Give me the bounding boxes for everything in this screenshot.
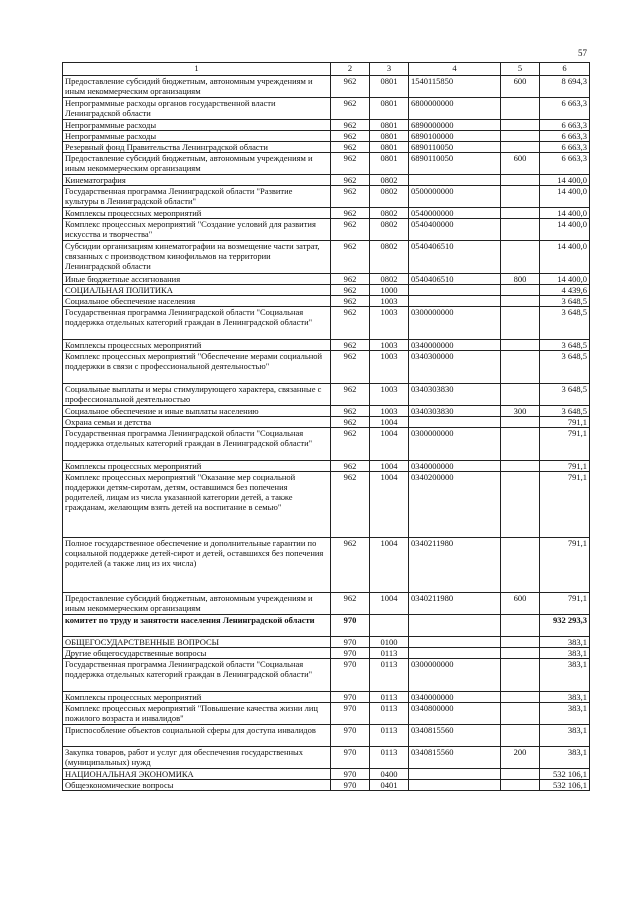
row-value-cell-5 [501,208,540,219]
row-value-cell-2: 962 [331,274,370,285]
row-value-cell-4: 6890110050 [409,142,501,153]
row-value-cell-3: 1004 [370,428,409,461]
row-value-cell-2: 962 [331,285,370,296]
row-value-cell-6: 3 648,5 [540,296,590,307]
row-value-cell-4: 0540000000 [409,208,501,219]
row-name-cell: Предоставление субсидий бюджетным, автономным учреждениям и иным некоммерческим организациям [63,153,331,175]
row-value-cell-5 [501,98,540,120]
row-value-cell-5 [501,120,540,131]
row-name-cell: Закупка товаров, работ и услуг для обеспечения государственных (муниципальных) нужд [63,747,331,769]
table-row [63,615,590,637]
row-value-cell-5 [501,131,540,142]
row-value-cell-2: 962 [331,406,370,417]
row-value-cell-2: 970 [331,637,370,648]
row-value-cell-2: 962 [331,186,370,208]
table-row [63,648,590,659]
table-row [63,274,590,285]
row-value-cell-3: 1003 [370,296,409,307]
row-name-cell: Комплексы процессных мероприятий [63,208,331,219]
row-value-cell-6: 383,1 [540,747,590,769]
row-value-cell-3: 0802 [370,175,409,186]
row-value-cell-4: 0340800000 [409,703,501,725]
table-row [63,307,590,340]
row-value-cell-6: 791,1 [540,538,590,593]
row-value-cell-5: 600 [501,153,540,175]
column-header-1: 1 [63,63,331,76]
row-value-cell-4 [409,296,501,307]
row-value-cell-2: 970 [331,769,370,780]
row-value-cell-4: 0340211980 [409,593,501,615]
row-value-cell-2: 962 [331,340,370,351]
row-name-cell: Комплекс процессных мероприятий "Повышение качества жизни лиц пожилого возраста и инвалидов" [63,703,331,725]
row-value-cell-5: 600 [501,76,540,98]
row-value-cell-4 [409,637,501,648]
row-value-cell-6: 932 293,3 [540,615,590,637]
row-value-cell-3: 0100 [370,637,409,648]
table-row [63,142,590,153]
row-value-cell-6: 3 648,5 [540,307,590,340]
row-name-cell: СОЦИАЛЬНАЯ ПОЛИТИКА [63,285,331,296]
row-value-cell-6: 6 663,3 [540,142,590,153]
row-value-cell-2: 962 [331,76,370,98]
row-value-cell-3: 0802 [370,274,409,285]
table-row [63,131,590,142]
row-value-cell-6: 6 663,3 [540,120,590,131]
table-row [63,417,590,428]
row-value-cell-6: 791,1 [540,593,590,615]
table-row [63,472,590,538]
row-value-cell-2: 970 [331,615,370,637]
row-value-cell-5 [501,340,540,351]
row-value-cell-3: 1003 [370,351,409,384]
row-name-cell: Государственная программа Ленинградской области "Развитие культуры в Ленинградской области" [63,186,331,208]
table-row [63,692,590,703]
row-value-cell-5 [501,186,540,208]
row-value-cell-3: 1003 [370,384,409,406]
row-name-cell: Комплекс процессных мероприятий "Создание условий для развития искусства и творчества" [63,219,331,241]
row-name-cell: Предоставление субсидий бюджетным, автономным учреждениям и иным некоммерческим организациям [63,593,331,615]
row-value-cell-4: 6890110050 [409,153,501,175]
row-value-cell-6: 532 106,1 [540,769,590,780]
row-value-cell-6: 383,1 [540,659,590,692]
row-value-cell-2: 962 [331,208,370,219]
table-row [63,461,590,472]
row-name-cell: Иные бюджетные ассигнования [63,274,331,285]
row-value-cell-3: 0802 [370,208,409,219]
row-value-cell-2: 962 [331,351,370,384]
row-value-cell-4: 0340303830 [409,384,501,406]
row-name-cell: Непрограммные расходы [63,120,331,131]
row-name-cell: Социальное обеспечение и иные выплаты населению [63,406,331,417]
row-value-cell-6: 6 663,3 [540,153,590,175]
row-value-cell-4: 1540115850 [409,76,501,98]
row-value-cell-5 [501,659,540,692]
row-value-cell-5 [501,648,540,659]
row-value-cell-6: 383,1 [540,648,590,659]
row-value-cell-4: 6800000000 [409,98,501,120]
row-value-cell-6: 532 106,1 [540,780,590,791]
table-row [63,637,590,648]
row-value-cell-5 [501,615,540,637]
table-row [63,98,590,120]
row-value-cell-3: 1004 [370,538,409,593]
row-value-cell-4: 0540406510 [409,274,501,285]
row-value-cell-3: 0113 [370,703,409,725]
row-value-cell-4 [409,615,501,637]
row-value-cell-4: 0540400000 [409,219,501,241]
row-value-cell-3: 0801 [370,131,409,142]
row-name-cell: Государственная программа Ленинградской области "Социальная поддержка отдельных категорий граждан в Ленинградской области" [63,428,331,461]
row-value-cell-2: 962 [331,241,370,274]
row-value-cell-2: 970 [331,648,370,659]
row-value-cell-6: 383,1 [540,637,590,648]
page-number: 57 [578,48,587,58]
row-value-cell-3: 0802 [370,241,409,274]
table-row [63,593,590,615]
row-value-cell-5 [501,637,540,648]
table-row [63,428,590,461]
row-value-cell-5: 800 [501,274,540,285]
row-value-cell-6: 791,1 [540,461,590,472]
row-value-cell-2: 962 [331,142,370,153]
row-value-cell-2: 962 [331,219,370,241]
row-value-cell-2: 970 [331,659,370,692]
table-row [63,219,590,241]
row-name-cell: Комплексы процессных мероприятий [63,461,331,472]
table-row [63,76,590,98]
row-value-cell-5 [501,780,540,791]
table-row [63,186,590,208]
row-value-cell-4: 0340815560 [409,725,501,747]
row-value-cell-5 [501,351,540,384]
row-value-cell-3: 0113 [370,692,409,703]
row-name-cell: Государственная программа Ленинградской области "Социальная поддержка отдельных категорий граждан в Ленинградской области" [63,659,331,692]
table-row [63,351,590,384]
row-value-cell-5 [501,285,540,296]
row-value-cell-6: 8 694,3 [540,76,590,98]
row-value-cell-2: 962 [331,307,370,340]
row-name-cell: ОБЩЕГОСУДАРСТВЕННЫЕ ВОПРОСЫ [63,637,331,648]
row-value-cell-3: 1003 [370,406,409,417]
row-value-cell-3: 0113 [370,648,409,659]
row-name-cell: Полное государственное обеспечение и дополнительные гарантии по социальной поддержке детей-сирот и детей, оставшихся без попечения родителей (а также лиц из их числа) [63,538,331,593]
row-value-cell-6: 383,1 [540,692,590,703]
row-value-cell-5: 300 [501,406,540,417]
row-name-cell: Предоставление субсидий бюджетным, автономным учреждениям и иным некоммерческим организациям [63,76,331,98]
row-name-cell: Кинематография [63,175,331,186]
row-value-cell-5 [501,725,540,747]
row-name-cell: комитет по труду и занятости населения Ленинградской области [63,615,331,637]
row-value-cell-2: 962 [331,175,370,186]
row-value-cell-2: 970 [331,703,370,725]
row-value-cell-5 [501,175,540,186]
row-value-cell-3 [370,615,409,637]
row-value-cell-6: 383,1 [540,725,590,747]
row-name-cell: НАЦИОНАЛЬНАЯ ЭКОНОМИКА [63,769,331,780]
table-row [63,296,590,307]
row-value-cell-4: 0540406510 [409,241,501,274]
header-row [63,63,590,76]
table-row [63,384,590,406]
row-value-cell-6: 14 400,0 [540,241,590,274]
row-value-cell-3: 1004 [370,472,409,538]
row-name-cell: Социальное обеспечение населения [63,296,331,307]
table-row [63,780,590,791]
row-value-cell-2: 962 [331,98,370,120]
row-value-cell-5 [501,384,540,406]
row-value-cell-3: 0802 [370,186,409,208]
row-value-cell-3: 0802 [370,219,409,241]
table-row [63,120,590,131]
row-value-cell-6: 14 400,0 [540,274,590,285]
row-name-cell: Другие общегосударственные вопросы [63,648,331,659]
row-value-cell-4: 6890100000 [409,131,501,142]
column-header-5: 5 [501,63,540,76]
row-value-cell-3: 0801 [370,120,409,131]
row-value-cell-4: 0340211980 [409,538,501,593]
row-value-cell-4: 0300000000 [409,307,501,340]
row-value-cell-2: 962 [331,120,370,131]
row-value-cell-6: 3 648,5 [540,351,590,384]
row-value-cell-3: 1004 [370,461,409,472]
row-name-cell: Непрограммные расходы [63,131,331,142]
table-row [63,703,590,725]
row-value-cell-6: 383,1 [540,703,590,725]
column-header-6: 6 [540,63,590,76]
row-value-cell-3: 1003 [370,340,409,351]
row-value-cell-6: 14 400,0 [540,208,590,219]
row-name-cell: Общеэкономические вопросы [63,780,331,791]
row-value-cell-5 [501,692,540,703]
row-name-cell: Приспособление объектов социальной сферы для доступа инвалидов [63,725,331,747]
table-row [63,769,590,780]
row-value-cell-3: 0801 [370,142,409,153]
table-row [63,538,590,593]
row-value-cell-3: 1000 [370,285,409,296]
row-value-cell-4 [409,175,501,186]
row-value-cell-5 [501,307,540,340]
column-header-2: 2 [331,63,370,76]
row-value-cell-4: 0340815560 [409,747,501,769]
row-value-cell-4 [409,769,501,780]
row-name-cell: Комплексы процессных мероприятий [63,692,331,703]
row-value-cell-2: 962 [331,538,370,593]
row-value-cell-6: 14 400,0 [540,219,590,241]
table-row [63,153,590,175]
row-value-cell-5 [501,538,540,593]
row-value-cell-6: 791,1 [540,472,590,538]
table-row [63,725,590,747]
budget-table [62,62,590,791]
row-value-cell-6: 3 648,5 [540,340,590,351]
row-value-cell-6: 14 400,0 [540,175,590,186]
row-value-cell-4: 0300000000 [409,428,501,461]
row-value-cell-2: 970 [331,780,370,791]
row-value-cell-2: 970 [331,692,370,703]
row-value-cell-6: 6 663,3 [540,98,590,120]
row-value-cell-3: 0401 [370,780,409,791]
row-value-cell-4 [409,285,501,296]
row-value-cell-6: 791,1 [540,417,590,428]
row-value-cell-5 [501,241,540,274]
row-value-cell-2: 962 [331,131,370,142]
row-value-cell-4 [409,780,501,791]
row-value-cell-3: 1004 [370,593,409,615]
row-value-cell-4: 0500000000 [409,186,501,208]
row-value-cell-6: 14 400,0 [540,186,590,208]
row-value-cell-2: 962 [331,428,370,461]
row-name-cell: Социальные выплаты и меры стимулирующего характера, связанные с профессиональной деятельностью [63,384,331,406]
row-name-cell: Комплекс процессных мероприятий "Обеспечение мерами социальной поддержки в связи с профессиональной деятельностью" [63,351,331,384]
row-value-cell-6: 3 648,5 [540,384,590,406]
table-row [63,747,590,769]
row-value-cell-5 [501,142,540,153]
row-value-cell-3: 0801 [370,98,409,120]
row-value-cell-4: 0340000000 [409,340,501,351]
row-value-cell-5 [501,428,540,461]
row-value-cell-6: 791,1 [540,428,590,461]
row-value-cell-2: 962 [331,384,370,406]
table-row [63,241,590,274]
table-row [63,285,590,296]
row-value-cell-4: 0300000000 [409,659,501,692]
row-name-cell: Комплекс процессных мероприятий "Оказание мер социальной поддержки детям-сиротам, детям, оставшимся без попечения родителей, лицам из числа указанной категории детей, а также гражданам, желающим взять детей на воспитание в семью" [63,472,331,538]
row-value-cell-3: 1004 [370,417,409,428]
row-value-cell-2: 962 [331,461,370,472]
row-value-cell-3: 0113 [370,725,409,747]
row-name-cell: Субсидии организациям кинематографии на возмещение части затрат, связанных с производством кинофильмов на территории Ленинградской области [63,241,331,274]
row-value-cell-5 [501,417,540,428]
row-value-cell-4 [409,648,501,659]
row-name-cell: Государственная программа Ленинградской области "Социальная поддержка отдельных категорий граждан в Ленинградской области" [63,307,331,340]
row-value-cell-2: 970 [331,725,370,747]
table-row [63,406,590,417]
row-value-cell-5: 600 [501,593,540,615]
row-value-cell-5: 200 [501,747,540,769]
row-value-cell-4 [409,417,501,428]
table-row [63,208,590,219]
column-header-3: 3 [370,63,409,76]
row-value-cell-3: 0400 [370,769,409,780]
row-value-cell-6: 4 439,6 [540,285,590,296]
row-value-cell-2: 962 [331,593,370,615]
row-value-cell-3: 0801 [370,76,409,98]
row-value-cell-4: 0340303830 [409,406,501,417]
row-name-cell: Непрограммные расходы органов государственной власти Ленинградской области [63,98,331,120]
row-value-cell-3: 1003 [370,307,409,340]
row-value-cell-2: 970 [331,747,370,769]
row-value-cell-4: 0340000000 [409,461,501,472]
row-value-cell-6: 6 663,3 [540,131,590,142]
row-name-cell: Охрана семьи и детства [63,417,331,428]
row-name-cell: Резервный фонд Правительства Ленинградской области [63,142,331,153]
column-header-4: 4 [409,63,501,76]
row-name-cell: Комплексы процессных мероприятий [63,340,331,351]
row-value-cell-5 [501,219,540,241]
row-value-cell-5 [501,769,540,780]
row-value-cell-4: 0340000000 [409,692,501,703]
row-value-cell-6: 3 648,5 [540,406,590,417]
row-value-cell-4: 6890000000 [409,120,501,131]
row-value-cell-3: 0113 [370,659,409,692]
row-value-cell-3: 0801 [370,153,409,175]
row-value-cell-5 [501,472,540,538]
row-value-cell-5 [501,296,540,307]
row-value-cell-4: 0340300000 [409,351,501,384]
row-value-cell-2: 962 [331,296,370,307]
row-value-cell-3: 0113 [370,747,409,769]
table-row [63,659,590,692]
table-row [63,340,590,351]
row-value-cell-2: 962 [331,472,370,538]
row-value-cell-2: 962 [331,153,370,175]
row-value-cell-4: 0340200000 [409,472,501,538]
row-value-cell-2: 962 [331,417,370,428]
row-value-cell-5 [501,461,540,472]
row-value-cell-5 [501,703,540,725]
table-row [63,175,590,186]
